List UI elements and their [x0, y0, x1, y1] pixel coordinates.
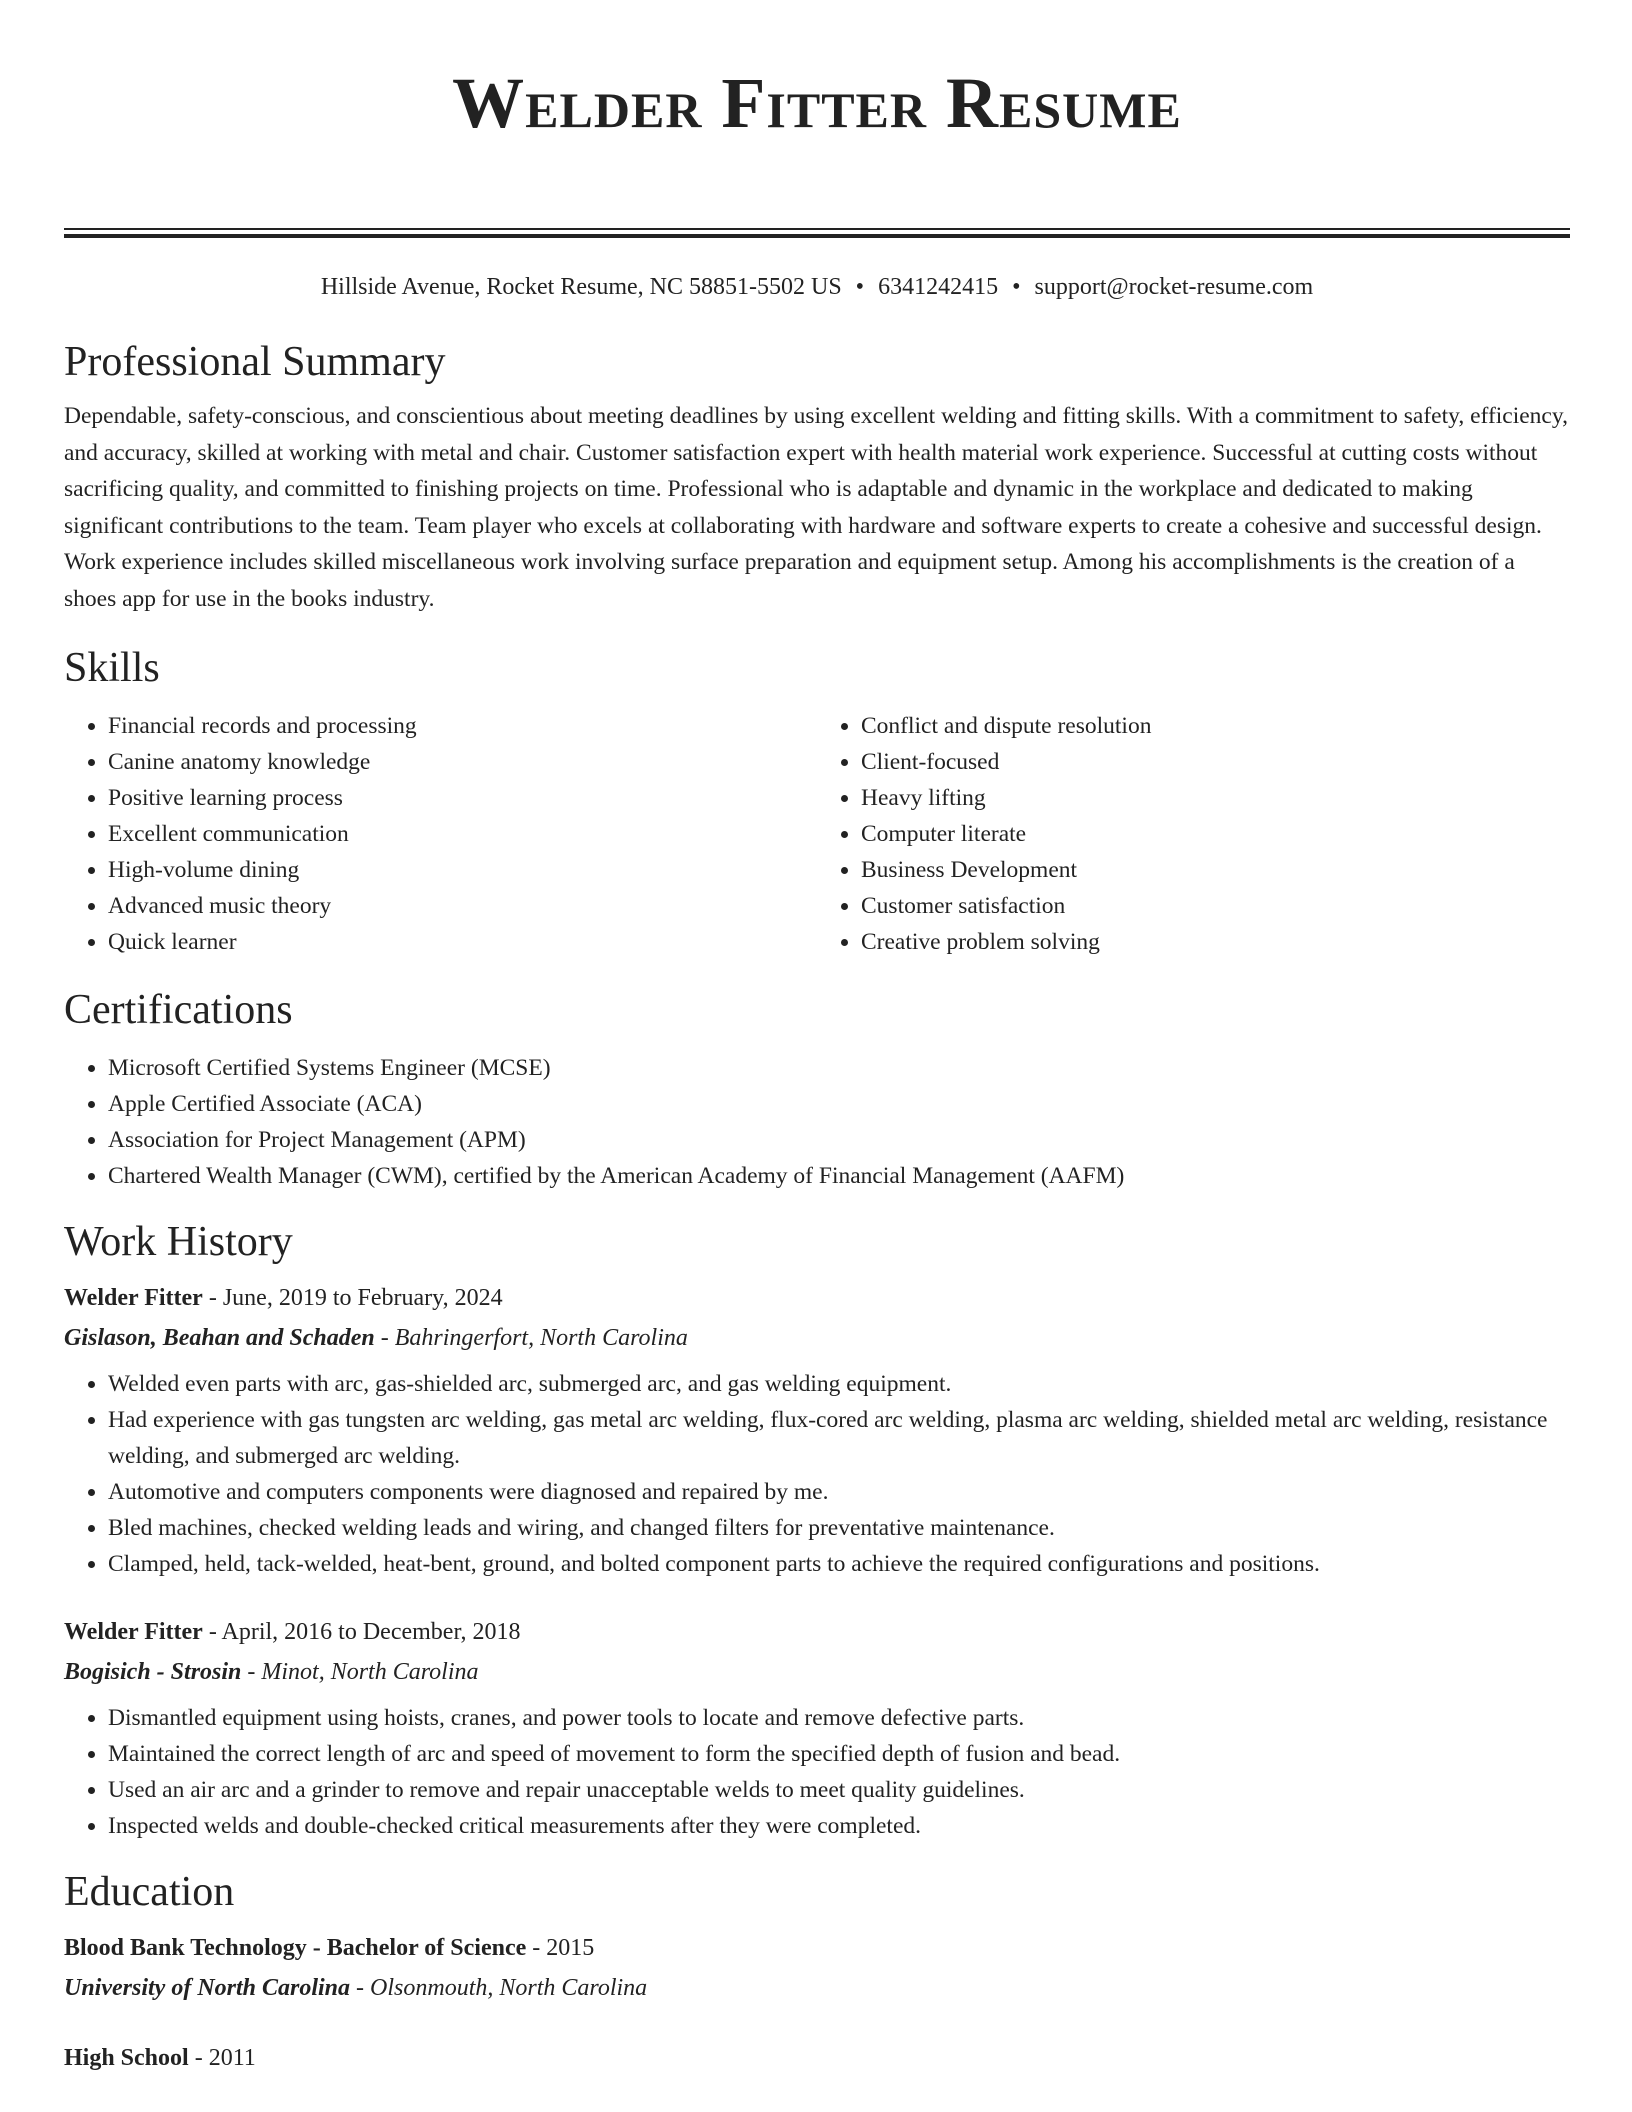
bullet-separator: •	[1012, 274, 1021, 300]
contact-line	[64, 272, 1570, 302]
summary-heading: Professional Summary	[64, 339, 446, 385]
certification-item: • Association for Project Management (APM)	[108, 1122, 1570, 1158]
job-title: Welder Fitter	[64, 1618, 203, 1645]
skill-item: • Business Development	[861, 852, 1570, 888]
skills-right-list	[817, 708, 1570, 960]
certifications-heading: Certifications	[64, 986, 293, 1033]
certification-item: • Chartered Wealth Manager (CWM), certified by the American Academy of Financial Management (AAFM)	[108, 1158, 1570, 1194]
job-dates: - April, 2016 to December, 2018	[202, 1618, 521, 1645]
job-duty: • Used an air arc and a grinder to remove and repair unacceptable welds to meet quality guidelines.	[108, 1772, 1570, 1808]
education-year: - 2015	[526, 1934, 595, 1961]
certifications-list	[64, 1050, 1570, 1194]
skill-item: • Canine anatomy knowledge	[108, 744, 817, 780]
job-company-line	[64, 1318, 1570, 1358]
job-duty: • Dismantled equipment using hoists, cranes, and power tools to locate and remove defective parts.	[108, 1700, 1570, 1736]
skill-item: • Heavy lifting	[861, 780, 1570, 816]
job-duties-list	[64, 1366, 1570, 1582]
skill-item: • Conflict and dispute resolution	[861, 708, 1570, 744]
education-header	[64, 1928, 1570, 1968]
skill-item: • Computer literate	[861, 816, 1570, 852]
job-duty: • Clamped, held, tack-welded, heat-bent, ground, and bolted component parts to achieve the required configurations and positions.	[108, 1546, 1570, 1582]
title-double-rule	[64, 228, 1570, 238]
education-location: - Olsonmouth, North Carolina	[350, 1974, 648, 2001]
resume-page	[64, 0, 1570, 2078]
skill-item: • Positive learning process	[108, 780, 817, 816]
job-duty: • Had experience with gas tungsten arc welding, gas metal arc welding, flux-cored arc welding, plasma arc welding, shielded metal arc welding, resistance welding, and submerged arc welding.	[108, 1402, 1570, 1474]
education-degree: High School	[64, 2044, 189, 2071]
job-duty: • Inspected welds and double-checked critical measurements after they were completed.	[108, 1808, 1570, 1844]
contact-address: Hillside Avenue, Rocket Resume, NC 58851-5502 US	[320, 274, 842, 300]
skills-left-list	[64, 708, 817, 960]
job-duty: • Automotive and computers components were diagnosed and repaired by me.	[108, 1474, 1570, 1510]
skill-item: • Creative problem solving	[861, 924, 1570, 960]
job-title: Welder Fitter	[64, 1284, 203, 1311]
education-heading: Education	[64, 1868, 235, 1915]
job-duty: • Bled machines, checked welding leads and wiring, and changed filters for preventative maintenance.	[108, 1510, 1570, 1546]
skill-item: • Financial records and processing	[108, 708, 817, 744]
job-company-line	[64, 1652, 1570, 1692]
summary-text: Dependable, safety-conscious, and conscientious about meeting deadlines by using excellent welding and fitting skills. With a commitment to safety, efficiency, and accuracy, skilled at working with metal and chair. Customer satisfaction expert with health material work experience. Successful at cutting costs without sacrificing quality, and committed to finishing projects on time. Professional who is adaptable and dynamic in the workplace and dedicated to making significant contributions to the team. Team player who excels at collaborating with hardware and software experts to create a cohesive and successful design. Work experience includes skilled miscellaneous work involving surface preparation and equipment setup. Among his accomplishments is the creation of a shoes app for use in the books industry.	[64, 403, 1568, 612]
job-duties-list	[64, 1700, 1570, 1844]
bullet-separator: •	[855, 274, 865, 300]
education-school-line	[64, 1968, 1570, 2008]
job-duty: • Welded even parts with arc, gas-shielded arc, submerged arc, and gas welding equipment.	[108, 1366, 1570, 1402]
education-school: University of North Carolina	[64, 1974, 351, 2001]
job-company: Bogisich - Strosin	[64, 1658, 242, 1685]
contact-email: support@rocket-resume.com	[1034, 274, 1314, 300]
education-degree: Blood Bank Technology - Bachelor of Science	[64, 1934, 527, 1961]
job-company: Gislason, Beahan and Schaden	[64, 1324, 375, 1351]
work-history-heading: Work History	[64, 1218, 293, 1265]
job-location: - Bahringerfort, North Carolina	[374, 1324, 688, 1351]
job-header	[64, 1612, 1570, 1652]
skill-item: • High-volume dining	[108, 852, 817, 888]
job-dates: - June, 2019 to February, 2024	[202, 1284, 503, 1311]
education-year: - 2011	[188, 2044, 256, 2071]
job-header	[64, 1278, 1570, 1318]
skill-item: • Customer satisfaction	[861, 888, 1570, 924]
education-header	[64, 2038, 1570, 2078]
skills-columns	[64, 708, 1570, 960]
job-duty: • Maintained the correct length of arc and speed of movement to form the specified depth of fusion and bead.	[108, 1736, 1570, 1772]
contact-phone: 6341242415	[878, 274, 999, 300]
certification-item: • Microsoft Certified Systems Engineer (MCSE)	[108, 1050, 1570, 1086]
certification-item: • Apple Certified Associate (ACA)	[108, 1086, 1570, 1122]
skill-item: • Client-focused	[861, 744, 1570, 780]
skill-item: • Quick learner	[108, 924, 817, 960]
resume-title: Welder Fitter Resume	[452, 63, 1182, 143]
job-location: - Minot, North Carolina	[241, 1658, 479, 1685]
skills-heading: Skills	[64, 644, 160, 691]
skill-item: • Advanced music theory	[108, 888, 817, 924]
skill-item: • Excellent communication	[108, 816, 817, 852]
